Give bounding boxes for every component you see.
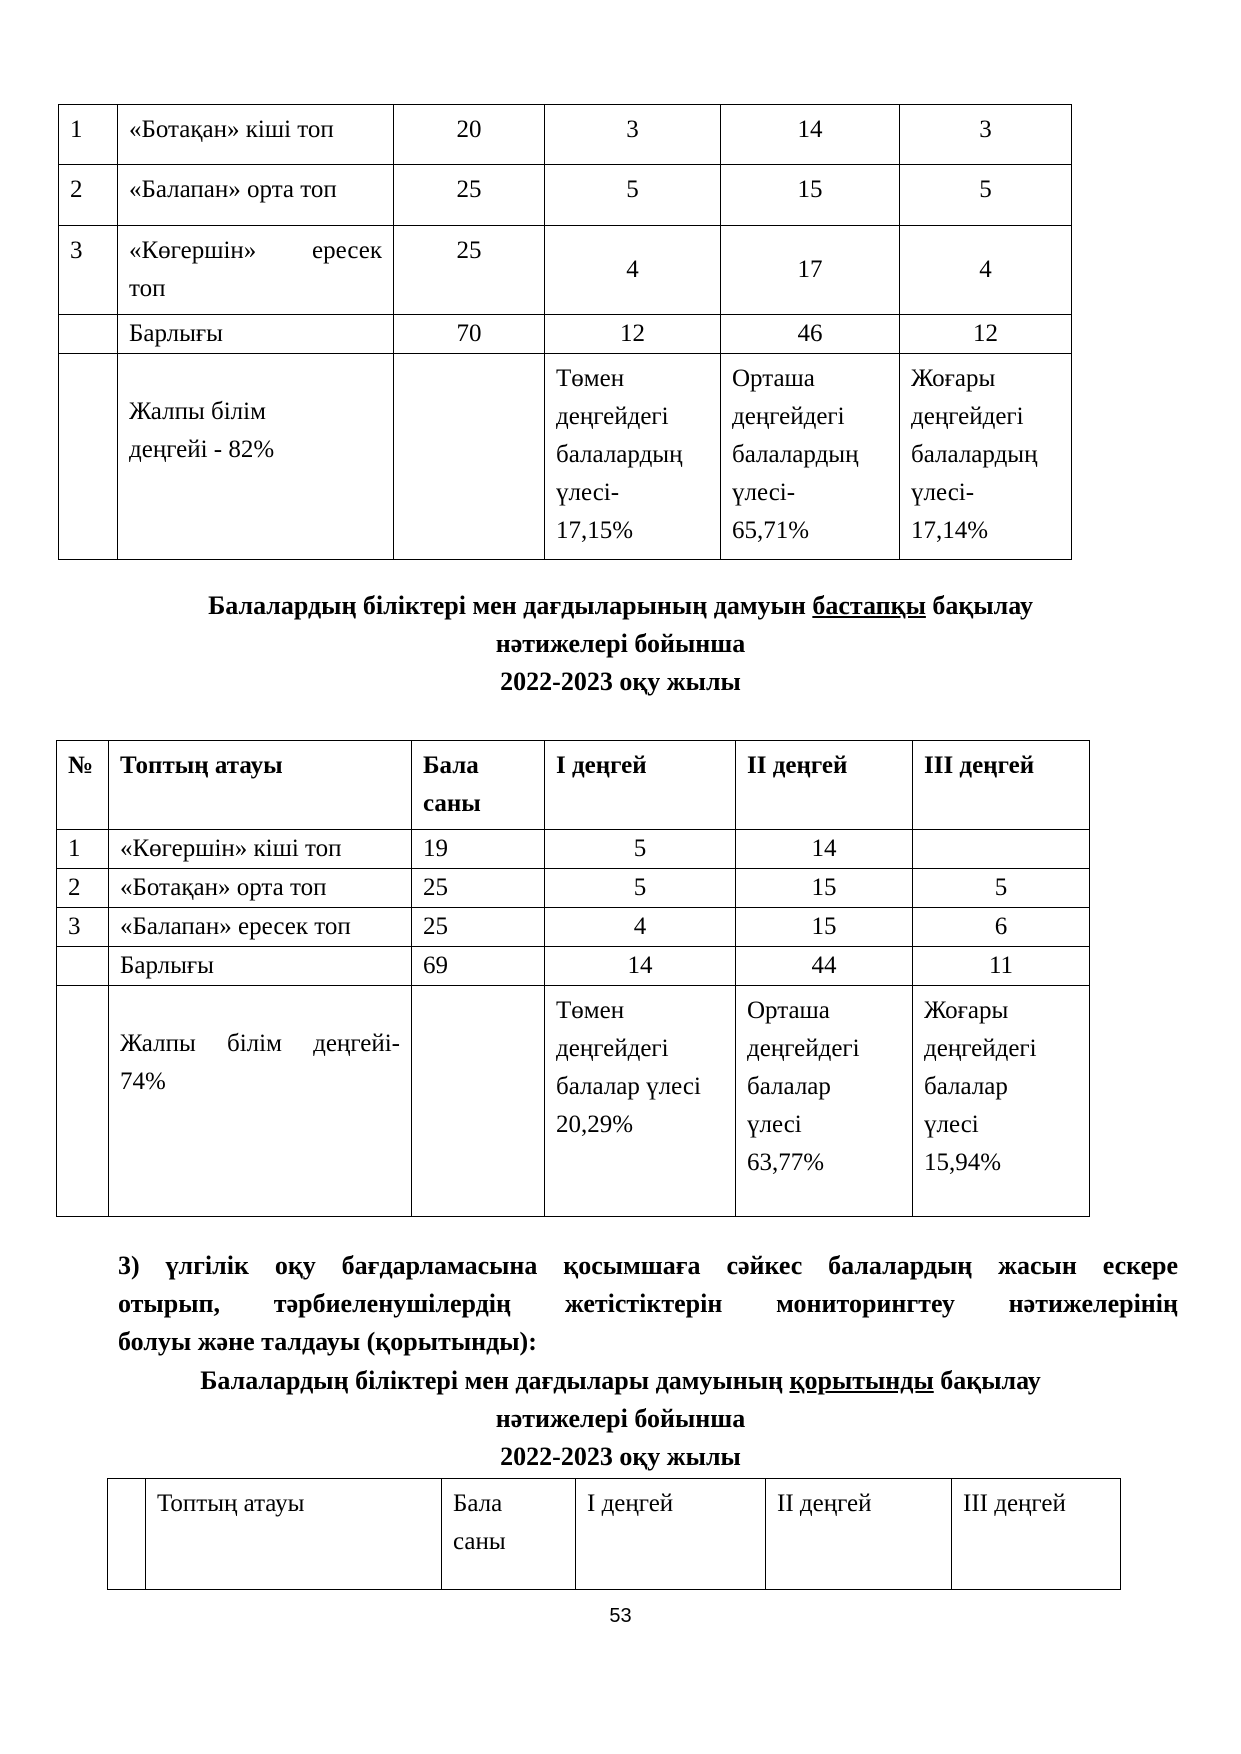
mid-level-share: Орташа деңгейдегі балалар үлесі 63,77% [736, 986, 913, 1217]
col-group-name: Топтың атауы [109, 741, 412, 830]
total-level-2: 46 [721, 315, 900, 354]
level-1-value: 5 [545, 165, 721, 226]
total-label: Барлығы [118, 315, 394, 354]
overall-level: Жалпы білім деңгейі- 74% [109, 986, 412, 1217]
level-2-value: 15 [721, 165, 900, 226]
mid-level-share: Орташа деңгейдегі балалардың үлесі- 65,71% [721, 354, 900, 560]
group-name: «Ботақан» кіші топ [118, 105, 394, 165]
row-number: 2 [59, 165, 118, 226]
high-level-share: Жоғары деңгейдегі балалардың үлесі- 17,14% [900, 354, 1072, 560]
table-row [59, 165, 1072, 226]
row-number: 3 [59, 226, 118, 315]
level-2-value: 17 [721, 226, 900, 315]
section-paragraph: 3) үлгілік оқу бағдарламасына қосымшаға сәйкес балалардың жасын ескере отырып, тәрбиеленушілердің жетістіктерін мониторингтеу нәтижелерінің болуы және талдауы (қорытынды): [118, 1251, 1178, 1356]
child-count: 20 [394, 105, 545, 165]
total-level-3: 12 [900, 315, 1072, 354]
col-level-2: ІІ деңгей [766, 1479, 952, 1590]
total-count: 69 [412, 947, 545, 986]
section-heading-final: Балалардың біліктері мен дағдылары дамуының қорытынды бақылау нәтижелері бойынша 2022-2023 оқу жылы [200, 1366, 1041, 1471]
section-heading-initial: Балалардың біліктері мен дағдыларының дамуын бастапқы бақылау нәтижелері бойынша 2022-2023 оқу жылы [208, 591, 1033, 696]
level-3-value: 3 [900, 105, 1072, 165]
child-count: 25 [394, 226, 545, 315]
col-child-count: Бала саны [412, 741, 545, 830]
low-level-share: Төмен деңгейдегі балалар үлесі 20,29% [545, 986, 736, 1217]
table-row [59, 226, 1072, 315]
overall-level: Жалпы білім деңгейі - 82% [118, 354, 394, 560]
col-number: № [57, 741, 109, 830]
col-level-1: І деңгей [545, 741, 736, 830]
summary-row [59, 354, 1072, 560]
high-level-share: Жоғары деңгейдегі балалар үлесі 15,94% [913, 986, 1090, 1217]
level-1-value: 4 [545, 226, 721, 315]
total-level-2: 44 [736, 947, 913, 986]
table-header [108, 1479, 1121, 1590]
col-level-2: ІІ деңгей [736, 741, 913, 830]
col-group-name: Топтың атауы [146, 1479, 442, 1590]
level-3-value: 5 [900, 165, 1072, 226]
level-1-value: 3 [545, 105, 721, 165]
total-level-1: 12 [545, 315, 721, 354]
group-name: «Балапан» орта топ [118, 165, 394, 226]
total-row [59, 315, 1072, 354]
results-table-1 [58, 104, 1072, 560]
table-row: 1 «Көгершін» кіші топ 19 5 14 [57, 830, 1090, 869]
child-count: 25 [394, 165, 545, 226]
total-label: Барлығы [109, 947, 412, 986]
total-row [57, 947, 1090, 986]
table-header [57, 741, 1090, 830]
low-level-share: Төмен деңгейдегі балалардың үлесі- 17,15% [545, 354, 721, 560]
results-table-2 [56, 740, 1090, 1217]
col-level-3: ІІІ деңгей [952, 1479, 1121, 1590]
results-table-3 [107, 1478, 1121, 1590]
row-number: 1 [59, 105, 118, 165]
total-count: 70 [394, 315, 545, 354]
table-row [59, 105, 1072, 165]
col-child-count: Бала саны [442, 1479, 576, 1590]
level-2-value: 14 [721, 105, 900, 165]
level-3-value: 4 [900, 226, 1072, 315]
total-level-3: 11 [913, 947, 1090, 986]
summary-row [57, 986, 1090, 1217]
total-level-1: 14 [545, 947, 736, 986]
group-name: «Көгершін» ересек топ [118, 226, 394, 315]
col-level-1: І деңгей [576, 1479, 766, 1590]
table-row: 2 «Ботақан» орта топ 25 5 15 5 [57, 869, 1090, 908]
page-number: 53 [609, 1605, 632, 1627]
col-level-3: ІІІ деңгей [913, 741, 1090, 830]
col-number [108, 1479, 146, 1590]
table-row: 3 «Балапан» ересек топ 25 4 15 6 [57, 908, 1090, 947]
